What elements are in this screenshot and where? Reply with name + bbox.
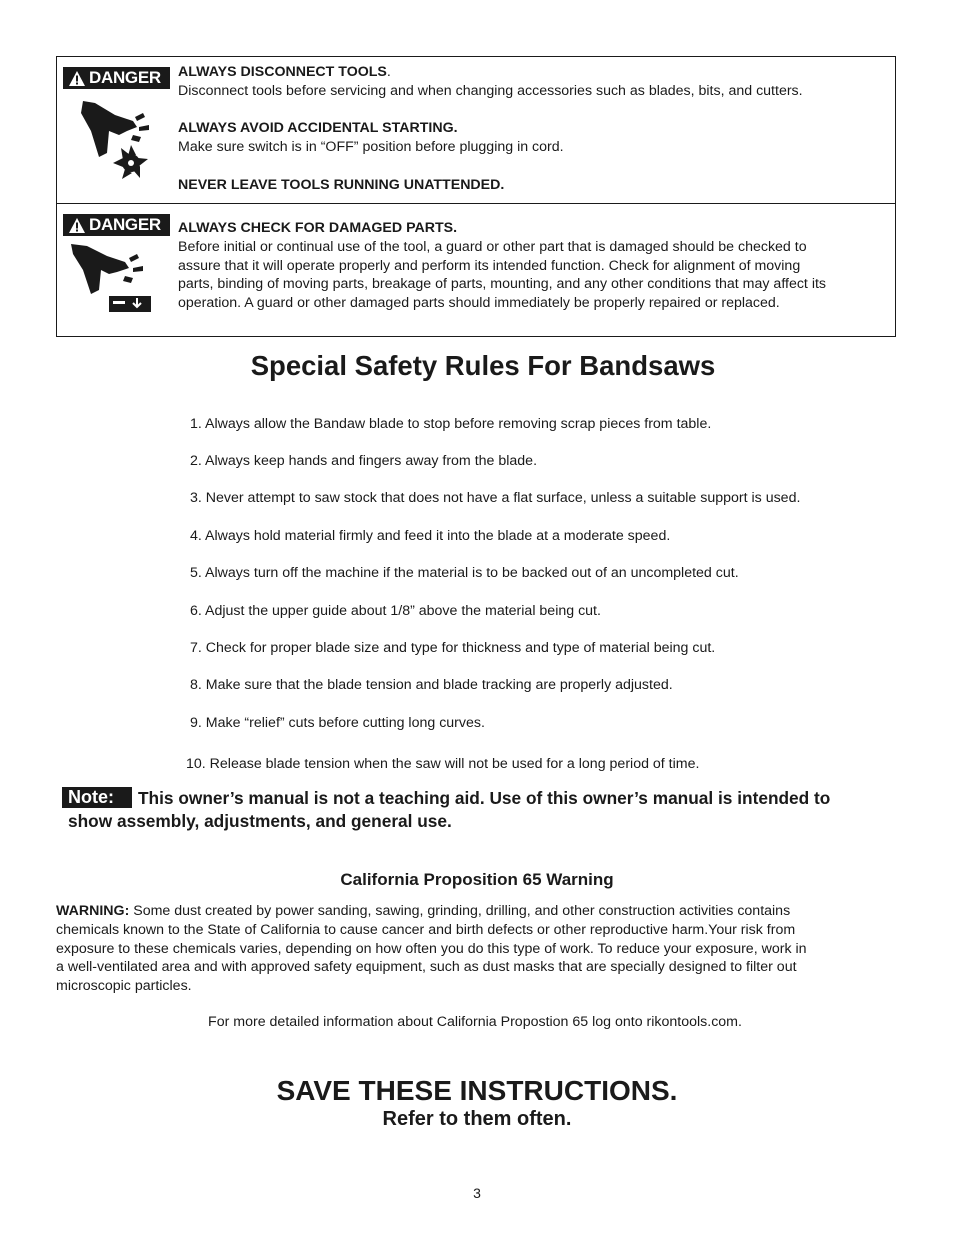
list-item: 6. Adjust the upper guide about 1/8” above the material being cut. [190, 603, 601, 619]
list-item: 2. Always keep hands and fingers away from the blade. [190, 453, 538, 469]
warning-line: microscopic particles. [56, 978, 192, 995]
text-damaged-parts-1: Before initial or continual use of the tool, a guard or other part that is damaged should be checked to [178, 238, 807, 255]
note-text-line1: This owner’s manual is not a teaching aid. Use of this owner’s manual is intended to [138, 788, 831, 808]
list-item: 3. Never attempt to saw stock that does not have a flat surface, unless a suitable support is used. [190, 490, 801, 506]
warning-line: a well-ventilated area and with approved safety equipment, such as dust masks that are specially designed to filter out [56, 959, 797, 976]
hand-blade-hazard-icon [75, 101, 157, 187]
hand-part-hazard-icon [69, 244, 153, 316]
prop65-warning: WARNING: Some dust created by power sanding, sawing, grinding, drilling, and other construction activities contains chemicals known to the State of California to cause cancer and birth defects or other reproductive harm.Your risk from exposure to these chemicals varies, depending on how often you do this type of work. To reduce your exposure, work in a well-ventilated area and with approved safety equipment, such as dust masks that are specially designed to filter out microscopic particles. [56, 902, 896, 996]
heading-damaged-parts: ALWAYS CHECK FOR DAMAGED PARTS. [178, 220, 458, 236]
danger-badge: DANGER [63, 214, 170, 236]
list-item: 8. Make sure that the blade tension and blade tracking are properly adjusted. [190, 677, 673, 693]
note-badge: Note: [62, 787, 132, 808]
warning-line: exposure to these chemicals varies, depending on how often you do this type of work. To reduce your exposure, work in [56, 940, 807, 957]
refer-subheading: Refer to them often. [382, 1108, 572, 1130]
prop65-more-info: For more detailed information about California Propostion 65 log onto rikontools.com. [208, 1014, 742, 1030]
list-item: 4. Always hold material firmly and feed it into the blade at a moderate speed. [190, 528, 671, 544]
warning-triangle-icon [69, 71, 85, 86]
text-damaged-parts-4: operation. A guard or other damaged parts should immediately be properly repaired or replaced. [178, 295, 780, 312]
note-text-line2: show assembly, adjustments, and general use. [68, 811, 452, 831]
danger-badge: DANGER [63, 67, 170, 89]
danger-box-disconnect [56, 56, 896, 205]
list-item: 10. Release blade tension when the saw will not be used for a long period of time. [186, 756, 700, 772]
note-block [62, 787, 912, 833]
list-item: 7. Check for proper blade size and type for thickness and type of material being cut. [190, 640, 716, 656]
warning-label: WARNING: [56, 903, 130, 919]
list-item: 5. Always turn off the machine if the material is to be backed out of an uncompleted cut. [190, 565, 739, 581]
heading-disconnect: ALWAYS DISCONNECT TOOLS [178, 64, 387, 80]
list-item: 9. Make “relief” cuts before cutting long curves. [190, 715, 485, 731]
text-damaged-parts-2: assure that it will operate properly and perform its intended function. Check for alignment of moving [178, 257, 801, 274]
page-title: Special Safety Rules For Bandsaws [250, 350, 716, 381]
save-instructions-heading: SAVE THESE INSTRUCTIONS. [276, 1075, 678, 1106]
prop65-title: California Proposition 65 Warning [340, 870, 614, 889]
danger-box-damaged-parts [56, 203, 896, 337]
heading-accidental-start: ALWAYS AVOID ACCIDENTAL STARTING. [178, 120, 458, 137]
warning-line: chemicals known to the State of California to cause cancer and birth defects or other reproductive harm.Your risk from [56, 921, 796, 938]
text-disconnect: Disconnect tools before servicing and when changing accessories such as blades, bits, and cutters. [178, 82, 803, 99]
list-item: 1. Always allow the Bandaw blade to stop before removing scrap pieces from table. [190, 416, 712, 432]
text-accidental-start: Make sure switch is in “OFF” position before plugging in cord. [178, 139, 564, 156]
danger-box-text: ALWAYS DISCONNECT TOOLS. Disconnect tools before servicing and when changing accessories such as blades, bits, and cutters. ALWAYS AVOID ACCIDENTAL STARTING. Make sure switch is in “OFF” position before plugging in cord. NEVER LEAVE TOOLS RUNNING UNATTENDED. [178, 63, 891, 195]
text-damaged-parts-3: parts, binding of moving parts, breakage of parts, mounting, and any other conditions that may affect its [178, 276, 827, 293]
danger-box-text [178, 219, 891, 313]
warning-triangle-icon [69, 218, 85, 233]
page-number: 3 [473, 1185, 481, 1201]
heading-unattended: NEVER LEAVE TOOLS RUNNING UNATTENDED. [178, 176, 505, 193]
